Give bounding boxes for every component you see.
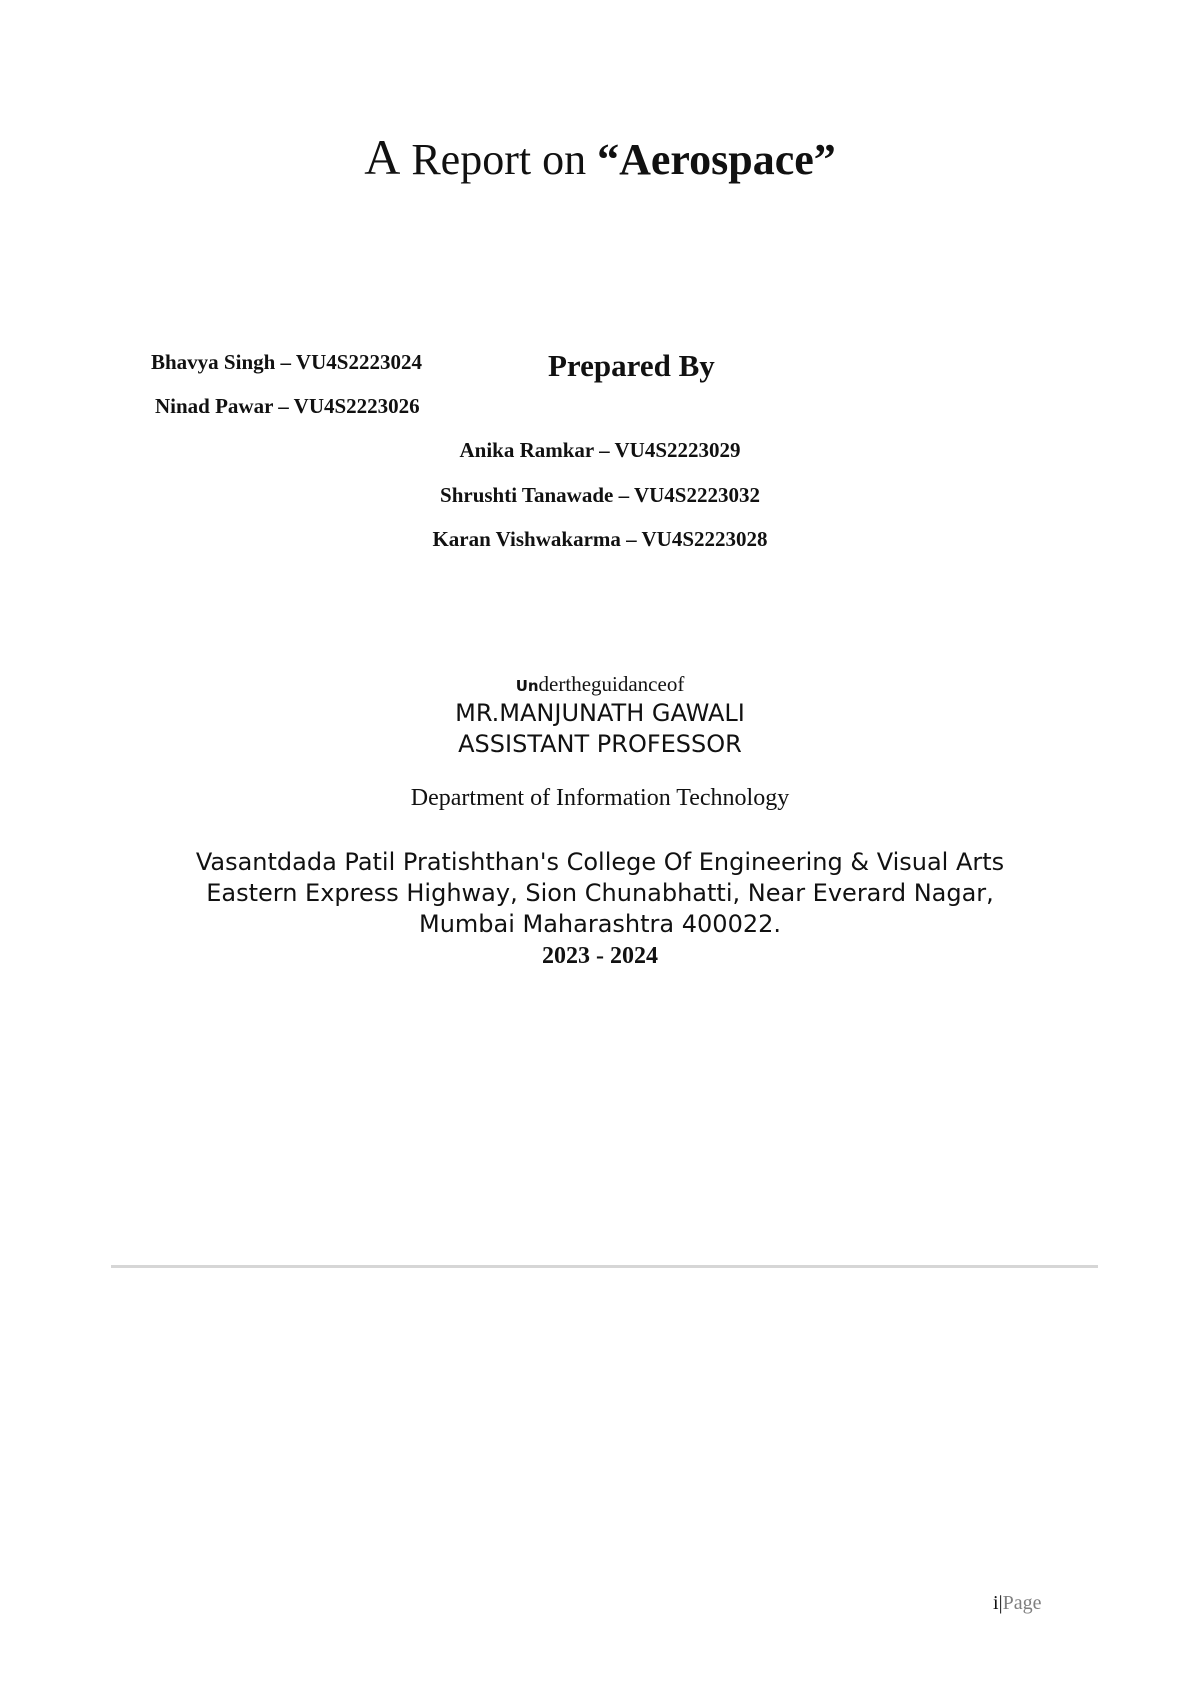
academic-year: 2023 - 2024 — [542, 943, 658, 969]
guide-title: ASSISTANT PROFESSOR — [458, 730, 742, 758]
page-label: Page — [1002, 1592, 1042, 1614]
guidance-rest: dertheguidanceof — [538, 672, 685, 696]
department-name: Department of Information Technology — [410, 785, 790, 811]
horizontal-divider — [111, 1265, 1098, 1268]
title-quoted: “Aerospace” — [597, 135, 836, 184]
title-prefix: A — [364, 129, 401, 185]
page-number: i — [993, 1592, 999, 1614]
page-separator: | — [998, 1592, 1003, 1614]
college-line: Vasantdada Patil Pratishthan's College Of Engineering & Visual Arts — [195, 848, 1005, 876]
guide-name: MR.MANJUNATH GAWALI — [455, 699, 745, 727]
guidance-prefix: Un — [515, 677, 539, 695]
team-member: Ninad Pawar – VU4S2223026 — [155, 394, 420, 418]
team-member: Bhavya Singh – VU4S2223024 — [151, 350, 422, 374]
guidance-line — [0, 672, 1200, 697]
college-line: Mumbai Maharashtra 400022. — [418, 910, 781, 938]
title-middle: Report on — [400, 135, 598, 184]
page-footer — [993, 1592, 1041, 1615]
prepared-by-heading: Prepared By — [548, 348, 715, 383]
team-member: Shrushti Tanawade – VU4S2223032 — [440, 483, 760, 507]
team-member: Karan Vishwakarma – VU4S2223028 — [432, 527, 768, 551]
college-line: Eastern Express Highway, Sion Chunabhatti, Near Everard Nagar, — [206, 879, 994, 907]
team-member: Anika Ramkar – VU4S2223029 — [459, 438, 741, 462]
report-title — [0, 128, 1200, 186]
